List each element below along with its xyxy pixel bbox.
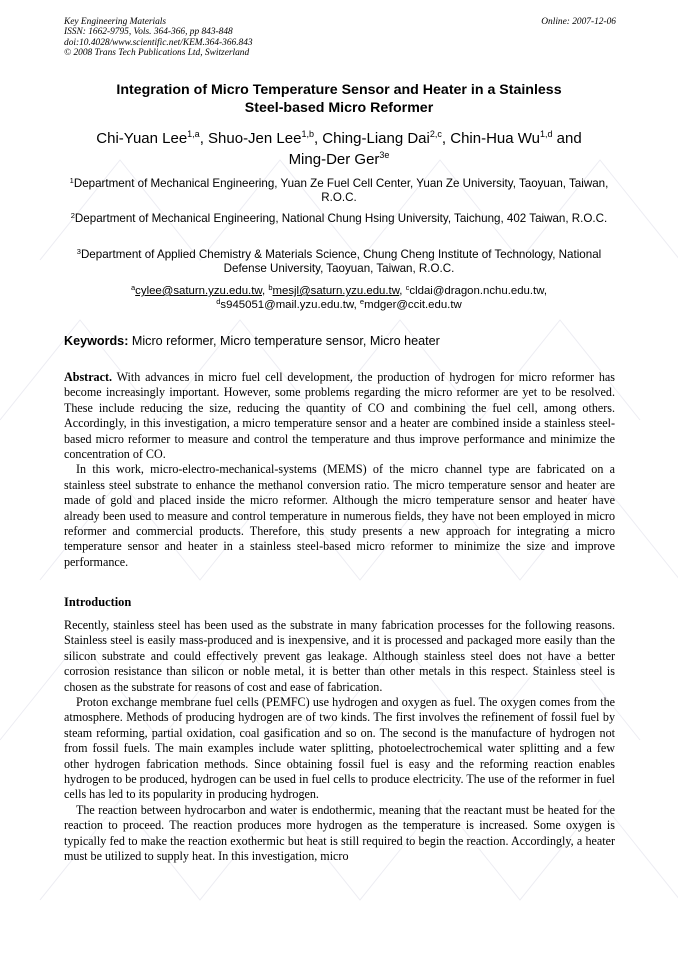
author-list	[64, 128, 614, 170]
intro-paragraph-1: Recently, stainless steel has been used as the substrate in many fabrication processes for the following reasons. Stainless steel is easily mass-produced and is inexpensive, and it is processed and packaged more easily than the silicon substrate and could effectively prevent gas leakage. Although stainless steel does not have a better corrosion resistance than silicon or noble metal, it is better than other metals in this respect. Stainless steel is chosen as the substrate for reasons of cost and ease of fabrication.	[64, 618, 615, 694]
abstract-label: Abstract.	[64, 370, 113, 384]
introduction-section	[64, 618, 615, 865]
paper-title	[64, 82, 614, 117]
affiliation-3: $^3$Department of Applied Chemistry & Materials Science, Chung Cheng Institute of Technology, National Defense University, Taoyuan, Taiwan, R.O.C.	[76, 247, 602, 276]
intro-paragraph-2: Proton exchange membrane fuel cells (PEMFC) use hydrogen and oxygen as fuel. The oxygen comes from the atmosphere. Methods of producing hydrogen are of two kinds. The first involves the refinement of fossil fuel by steam reforming, partial oxidation, coal gasification and so on. The second is the manufacture of hydrogen not from fossil fuels. The main examples include water splitting, photoelectrochemical water splitting and a few other hydrogen fabrication methods. Since obtaining fossil fuel is easy and the reforming reaction enables hydrogen to be produced, hydrogen can be used in fuel cells to produce electricity. The use of the reformer in fuel cells has led to its popularity in producing hydrogen.	[64, 695, 615, 802]
author: Shuo-Jen Lee$^{1,b}$,	[208, 129, 323, 147]
keywords-text: Micro reformer, Micro temperature sensor, Micro heater	[128, 334, 440, 348]
introduction-heading: Introduction	[64, 595, 132, 609]
author: Ching-Liang Dai$^{2,c}$,	[322, 129, 451, 147]
affiliation-1: $^1$Department of Mechanical Engineering, Yuan Ze Fuel Cell Center, Yuan Ze University, Taoyuan, Taiwan, R.O.C.	[69, 176, 609, 205]
keywords-line	[64, 333, 616, 349]
email-link[interactable]: $^a$cylee@saturn.yzu.edu.tw	[131, 283, 262, 297]
abstract-paragraph-2: In this work, micro-electro-mechanical-systems (MEMS) of the micro channel type are fabricated on a stainless steel substrate to enhance the methanol conversion ratio. The micro temperature sensor and heater are made of gold and placed inside the micro reformer. Although the micro temperature sensor and heater have already been used to measure and control temperature in numerous fields, they have not been employed in micro reformer and commercial products. Therefore, this study presents a new approach for integrating a micro temperature sensor and heater in a stainless steel-based micro reformer to minimize the size and improve performance.	[64, 462, 615, 569]
copyright-line: © 2008 Trans Tech Publications Ltd, Switzerland	[64, 48, 250, 59]
email-link[interactable]: $^c$cldai@dragon.nchu.edu.tw	[405, 283, 544, 297]
journal-name: Key Engineering Materials	[64, 17, 167, 27]
author: Chin-Hua Wu$^{1,d}$ and	[450, 129, 582, 147]
abstract-section	[64, 370, 615, 570]
author: Ming-Der Ger$^{3e}$	[288, 150, 390, 168]
title-line-2: Steel-based Micro Reformer	[244, 99, 434, 116]
affiliation-2: $^2$Department of Mechanical Engineering, National Chung Hsing University, Taichung, 402 Taiwan, R.O.C.	[70, 211, 608, 225]
online-date: Online: 2007-12-06	[541, 17, 616, 27]
abstract-paragraph-1: Abstract. With advances in micro fuel cell development, the production of hydrogen for micro reformer has become increasingly important. However, some problems regarding the micro reformer are yet to be resolved. These include reducing the size, reducing the quantity of CO and combining the fuel cell, among others. Accordingly, in this investigation, a micro temperature sensor and a heater are combined inside a stainless steel-based micro reformer to measure and control the temperature and thus improve performance and minimize the concentration of CO.	[64, 370, 615, 462]
issn-line: ISSN: 1662-9795, Vols. 364-366, pp 843-848	[64, 27, 233, 38]
email-link[interactable]: $^b$mesjl@saturn.yzu.edu.tw	[268, 283, 400, 297]
email-link[interactable]: $^d$s945051@mail.yzu.edu.tw	[216, 297, 354, 311]
title-line-1: Integration of Micro Temperature Sensor and Heater in a Stainless	[116, 82, 562, 98]
doi-line: doi:10.4028/www.scientific.net/KEM.364-366.843	[64, 37, 253, 48]
email-link[interactable]: $^e$mdger@ccit.edu.tw	[359, 297, 462, 311]
author-emails: $^a$cylee@saturn.yzu.edu.tw, $^b$mesjl@saturn.yzu.edu.tw, $^c$cldai@dragon.nchu.edu.tw, $^d$s945051@mail.yzu.edu.tw, $^e$mdger@ccit.edu.tw	[131, 283, 547, 311]
intro-paragraph-3: The reaction between hydrocarbon and water is endothermic, meaning that the reactant must be heated for the reaction to proceed. The reaction produces more hydrogen as the temperature is increased. Some oxygen is typically fed to make the reaction exothermic but heat is still required to begin the reaction. Accordingly, a heater must be utilized to supply heat. In this investigation, micro	[64, 802, 615, 864]
journal-header	[64, 17, 616, 59]
keywords-label: Keywords:	[64, 334, 129, 348]
author: Chi-Yuan Lee$^{1,a}$,	[96, 129, 209, 147]
